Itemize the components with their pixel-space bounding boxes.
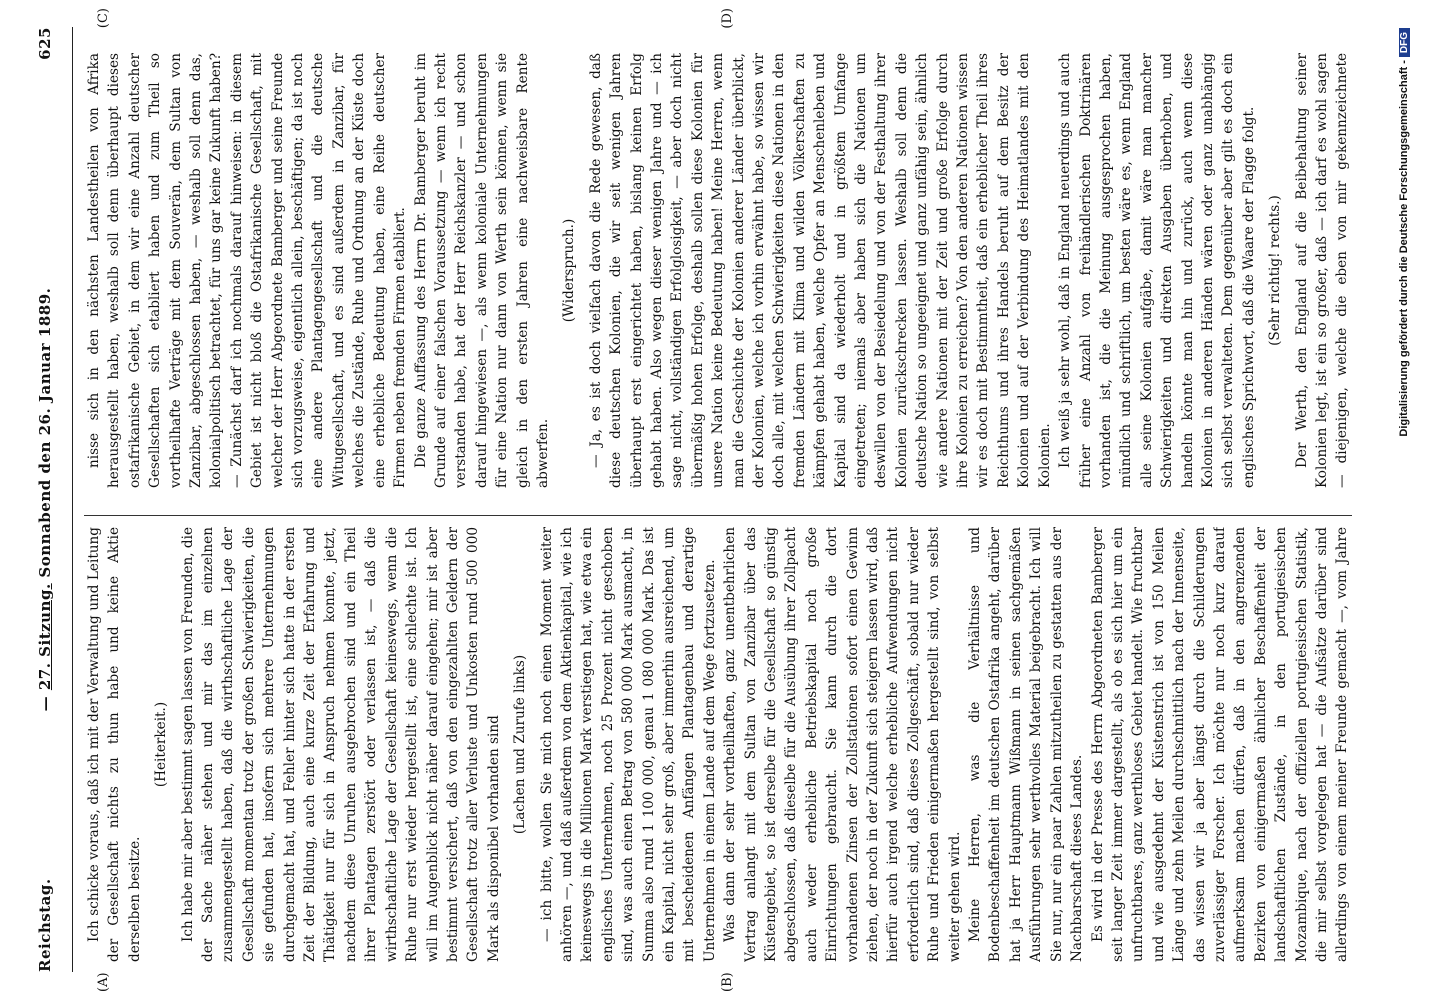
header-source: Reichstag.: [36, 878, 54, 972]
column-divider: [84, 515, 1352, 516]
header-dash: —: [36, 695, 54, 712]
paragraph: — ich bitte, wollen Sie mich noch einen Moment weiter anhören —, und daß außerdem von dem Aktienkapital, wie ich keineswegs in die Millionen Mark verstiegen hat, wie etwa ein englisches Unternehmen, noch 25 Prozent nicht geschoben sind, was auch einen Betrag von 580 000 Mark ausmacht, in Summa also rund 1 100 000, genau 1 080 000 Mark. Das ist ein Kapital, nicht sehr groß, aber immerhin ausreichend, um mit bescheidenen Anfängen Plantagenbau und derartige Unternehmen in einem Lande auf dem Wege fortzusetzen.: [538, 527, 718, 962]
credit-text: Digitalisierung gefördert durch die Deutsche Forschungsgemeinschaft -: [1398, 60, 1410, 437]
paragraph: Der Werth, den England auf die Beibehaltung seiner Kolonien legt, ist ein so großer, daß — ich darf es wohl sagen — diejenigen, welche die eben von mir gekennzeichnete: [1293, 53, 1351, 488]
page-header: [30, 27, 70, 972]
interjection: (Lachen und Zurufe links): [512, 654, 529, 835]
paragraph: Was dann der sehr vortheilhaften, ganz unentbehrlichen Vertrag anlangt mit dem Sultan von Zanzibar über das Küstengebiet, so ist derselbe für die Gesellschaft so günstig abgeschlossen, daß dieselbe für die Ausübung ihrer Zollpacht auch weder erhebliche Betriebskapital noch große Einrichtungen gebraucht. Sie kann durch die dort vorhandenen Zinsen der Zollstationen sofort einen Gewinn ziehen, der noch in der Zukunft sich steigern lassen wird, daß hierfür auch irgend welche erhebliche Aufwendungen nicht erforderlich sind, daß dieses Zollgeschäft, sobald nur wieder Ruhe und Frieden einigermaßen hergestellt sind, von selbst weiter gehen wird.: [722, 527, 963, 962]
paragraph: Die ganze Auffassung des Herrn Dr. Bamberger beruht im Grunde auf einer falschen Voraussetzung — wenn ich recht verstanden habe, hat der Herr Reichskanzler — und schon darauf hingewiesen —, als wenn koloniale Unternehmungen für eine Nation nur dann von Werth sein können, wenn sie gleich in den ersten Jahren eine nachweisbare Rente abwerfen.: [412, 53, 551, 488]
paragraph: — Ja, es ist doch vielfach davon die Rede gewesen, daß diese deutschen Kolonien, die wir seit wenigen Jahren überhaupt erst eingerichtet haben, bislang keinen Erfolg gehabt haben. Also wegen dieser wenigen Jahre und — ich sage nicht, vollständigen Erfolglosigkeit, — aber doch nicht übermäßig hohen Erfolge, deshalb sollen diese Kolonien für unsere Nation keine Bedeutung haben! Meine Herren, wenn man die Geschichte der Kolonien anderer Länder überblickt, der Kolonien, welche ich vorhin erwähnt habe, so wissen wir doch alle, mit welchen Schwierigkeiten diese Nationen in den fremden Ländern mit Klima und wilden Völkerschaften zu kämpfen gehabt haben, welche Opfer an Menschenleben und Kapital sind da wiederholt und in größtem Umfange eingetreten; niemals aber haben sich die Nationen um deswillen von der Besiedelung und von der Festhaltung ihrer Kolonien zurückschrecken lassen. Weshalb soll denn die deutsche Nation so ungeeignet und ganz unfähig sein, ähnlich wie andere Nationen mit der Zeit und große Erfolge durch ihre Kolonien zu erreichen? Von den anderen Nationen wissen wir es doch mit Bestimmtheit, daß ein erheblicher Theil ihres Reichthums und ihres Handels beruht auf dem Besitz der Kolonien und auf der Verbindung des Heimatlandes mit den Kolonien.: [587, 53, 1053, 488]
paragraph: nisse sich in den nächsten Landestheilen von Afrika herausgestellt haben, weshalb soll denn überhaupt dieses ostafrikanische Gebiet, in dem wir eine Anzahl deutscher Gesellschaften sich etabliert haben und zum Theil so vortheilhafte Verträge mit dem Souverän, dem Sultan von Zanzibar, abgeschlossen haben, — weshalb soll denn das, kolonialpolitisch betrachtet, für uns gar keine Zukunft haben? — Zunächst darf ich nochmals darauf hinweisen: in diesem Gebiet ist nicht bloß die Ostafrikanische Gesellschaft, mit welcher der Herr Abgeordnete Bamberger und seine Freunde sich vorzugsweise, eigentlich allein, beschäftigen; da ist noch eine andere Plantagengesellschaft und die deutsche Witugesellschaft, und es sind außerdem in Zanzibar, für welches die Zustände, Ruhe und Ordnung an der Küste doch eine erhebliche Bedeutung haben, eine Reihe deutscher Firmen neben fremden Firmen etabliert.: [86, 53, 409, 488]
margin-marker-c: (C): [96, 8, 111, 29]
text-column-left: [84, 527, 1352, 962]
header-date: Sonnabend den 26. Januar 1889.: [36, 287, 54, 578]
interjection: (Widerspruch.): [561, 218, 578, 323]
paragraph: Ich habe mir aber bestimmt sagen lassen von Freunden, die der Sache näher stehen und mir das im einzelnen zusammengestellt haben, daß die wirthschaftliche Lage der Gesellschaft momentan trotz der großen Schwierigkeiten, die sie gefunden hat, insofern sich mehrere Unternehmungen durchgemacht hat, und Fehler hinter sich hatte in der ersten Zeit der Bildung, auch eine kurze Zeit der Erfahrung und Thätigkeit nur für sich in Anspruch nehmen konnte, jetzt, nachdem diese Unruhen ausgebrochen sind und ein Theil ihrer Plantagen zerstört oder verlassen ist, — daß die wirthschaftliche Lage der Gesellschaft keineswegs, wenn die Ruhe nur erst wieder hergestellt ist, eine schlechte ist. Ich will im Augenblick nicht näher darauf eingehen; mir ist aber bestimmt versichert, daß von den eingezahlten Geldern der Gesellschaft trotz aller Verluste und Unkosten rund 500 000 Mark als disponibel vorhanden sind: [179, 527, 502, 962]
paragraph: Ich schicke voraus, daß ich mit der Verwaltung und Leitung der Gesellschaft nichts zu thun habe und keine Aktie derselben besitze.: [86, 527, 143, 962]
paragraph: Ich weiß ja sehr wohl, daß in England neuerdings und auch früher eine Anzahl von freihändlerischen Doktrinären vorhanden ist, die die Meinung ausgesprochen haben, mündlich und schriftlich, um besten wäre es, wenn England alle seine Kolonien aufgäbe, damit wäre man mancher Schwierigkeiten und direkten Ausgaben überhoben, und handeln könnte man hin und zurück, auch wenn diese Kolonien in anderen Händen wären oder ganz unabhängig sich selbst verwalteten. Dem gegenüber aber gilt es doch ein englisches Sprichwort, daß die Waare der Flagge folgt.: [1057, 53, 1257, 488]
paragraph: Es wird in der Presse des Herrn Abgeordneten Bamberger seit langer Zeit immer dargestellt, als ob es sich hier um ein unfruchtbares, ganz werthloses Gebiet handelt. Wie fruchtbar und wie ausgedehnt der Küstenstrich ist von 150 Meilen Länge und zehn Meilen durchschnittlich nach der Innenseite, das wissen wir ja aber längst durch die Schilderungen zuverlässiger Forscher. Ich möchte nur noch kurz darauf aufmerksam machen dürfen, daß in den angrenzenden Bezirken von einigermaßen ähnlicher Beschaffenheit der landschaftlichen Zustände, in den portugiesischen Mozambique, nach der offiziellen portugiesischen Statistik, die mir selbst vorgelegen hat — die Aufsätze darüber sind allerdings von einem meiner Freunde gemacht —, vom Jahre: [1089, 527, 1351, 962]
digitization-credit: [1398, 28, 1410, 972]
header-session: 27. Sitzung.: [36, 583, 54, 691]
interjection: (Sehr richtig! rechts.): [1267, 195, 1284, 346]
margin-marker-a: (A): [96, 972, 111, 992]
header-center: [36, 27, 54, 972]
interjection: (Heiterkeit.): [153, 701, 170, 788]
margin-marker-d: (D): [720, 8, 735, 29]
paragraph: Meine Herren, was die Verhältnisse und Bodenbeschaffenheit im deutschen Ostafrika angeht, darüber hat ja Herr Hauptmann Wißmann in seinen sachgemäßen Ausführungen sehr werthvolles Material beigebracht. Ich will Sie nur, nur ein paar Zahlen mitzutheilen zu gestatten aus der Nachbarschaft dieses Landes.: [967, 527, 1086, 962]
page-number: 625: [36, 27, 54, 60]
text-column-right: [84, 53, 1352, 488]
dfg-logo: DFG: [1399, 28, 1410, 57]
header-rule: [72, 27, 73, 972]
margin-marker-b: (B): [720, 972, 735, 992]
